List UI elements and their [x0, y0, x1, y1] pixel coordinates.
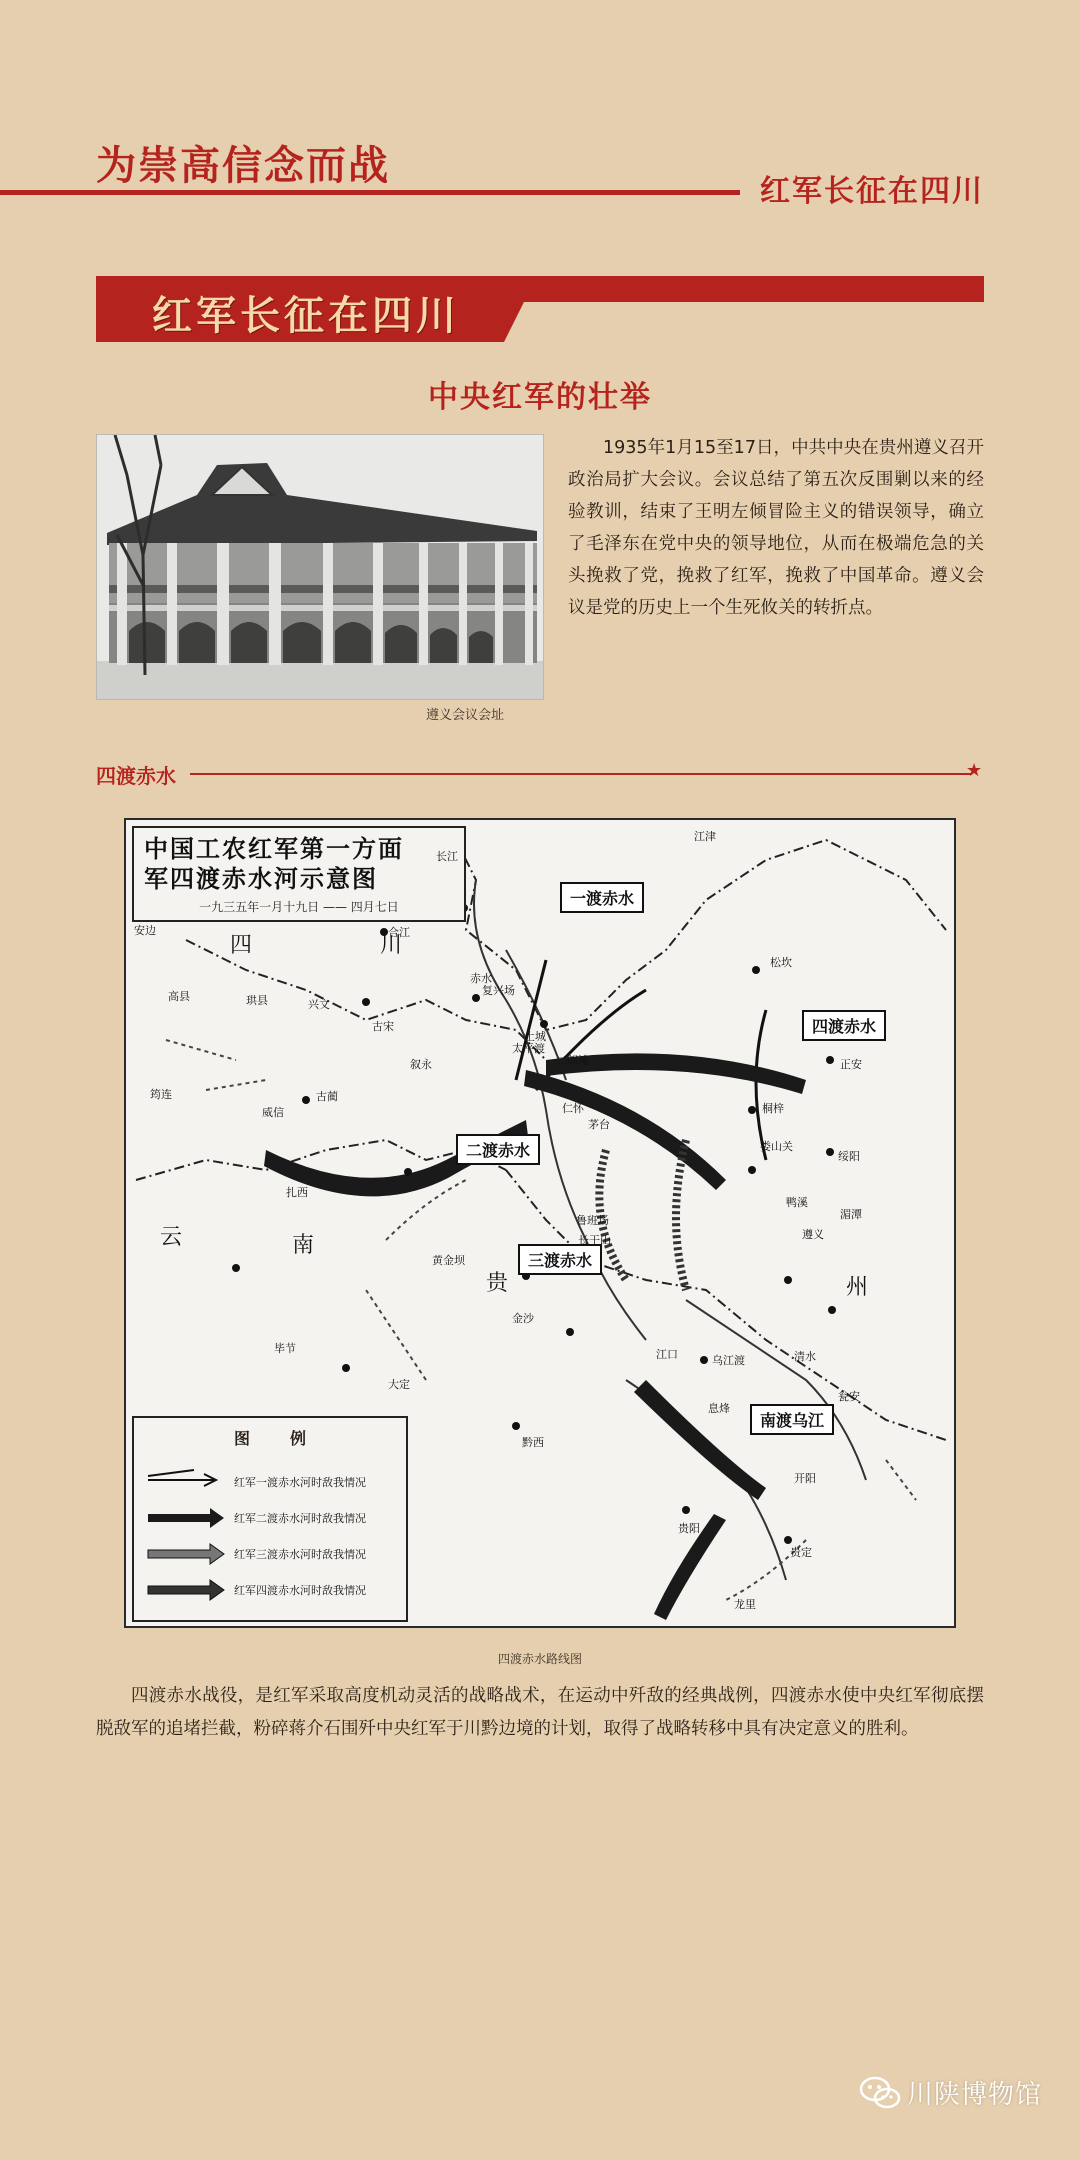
place-label: 珙县	[246, 994, 268, 1007]
region-label: 四	[230, 933, 253, 958]
section-rule	[190, 773, 972, 775]
place-label: 息烽	[708, 1402, 730, 1415]
region-label: 云	[160, 1225, 183, 1250]
place-label: 兴文	[308, 998, 330, 1011]
place-label: 赤水	[470, 972, 492, 985]
map-title-line2: 军四渡赤水河示意图	[144, 864, 378, 893]
place-label: 古宋	[372, 1020, 394, 1033]
place-label: 筠连	[150, 1088, 172, 1101]
watermark	[859, 2074, 1042, 2111]
place-label: 高县	[168, 990, 190, 1003]
place-label: 黔西	[522, 1436, 544, 1449]
place-label: 黄金坝	[432, 1254, 465, 1267]
legend-item: 红军四渡赤水河时敌我情况	[234, 1584, 366, 1597]
region-label: 南	[292, 1233, 315, 1258]
place-label: 二郎滩	[556, 1054, 589, 1067]
star-icon: ★	[966, 760, 983, 781]
place-label: 安边	[134, 924, 156, 937]
place-label: 古蔺	[316, 1090, 338, 1103]
four-crossings-map	[124, 818, 956, 1628]
third-crossing-label: 三渡赤水	[518, 1244, 602, 1275]
legend-title: 图例	[233, 1429, 346, 1448]
place-label: 扎西	[286, 1186, 308, 1199]
place-label: 娄山关	[760, 1140, 793, 1153]
place-label: 毕节	[274, 1342, 296, 1355]
legend-item: 红军二渡赤水河时敌我情况	[234, 1512, 366, 1525]
place-label: 鲁班场	[576, 1214, 609, 1227]
place-label: 鸭溪	[786, 1196, 808, 1209]
place-label: 复兴场	[482, 984, 515, 997]
place-label: 开阳	[794, 1472, 816, 1485]
intro-paragraph: 1935年1月15至17日，中共中央在贵州遵义召开政治局扩大会议。会议总结了第五次反围剿以来的经验教训，结束了王明左倾冒险主义的错误领导，确立了毛泽东在党中央的领导地位，从而在极端危急的关头挽救了党，挽救了红军，挽救了中国革命。遵义会议是党的历史上一个生死攸关的转折点。	[568, 438, 984, 618]
map-legend	[132, 1416, 408, 1622]
map-caption: 四渡赤水路线图	[497, 1652, 582, 1666]
place-label: 松坎	[770, 956, 792, 969]
place-label: 遵义	[802, 1228, 824, 1241]
banner-text: 红军长征在四川	[152, 293, 460, 339]
place-label: 清水	[794, 1350, 816, 1363]
zunyi-site-photo	[96, 434, 544, 700]
section-title: 四渡赤水	[96, 764, 176, 788]
wujiang-crossing-label: 南渡乌江	[750, 1404, 834, 1435]
legend-item: 红军三渡赤水河时敌我情况	[234, 1548, 366, 1561]
place-label: 桐梓	[762, 1102, 784, 1115]
place-label: 茅台	[588, 1118, 610, 1131]
place-label: 长江	[436, 850, 458, 863]
section-banner	[96, 276, 984, 342]
place-label: 贵定	[790, 1546, 812, 1559]
place-label: 合江	[388, 926, 410, 939]
place-label: 江口	[656, 1348, 678, 1361]
place-label: 乌江渡	[712, 1354, 745, 1367]
place-label: 大定	[388, 1378, 410, 1391]
place-label: 仁怀	[562, 1102, 584, 1115]
place-label: 湄潭	[840, 1208, 862, 1221]
first-crossing-label: 一渡赤水	[560, 882, 644, 913]
map-dates: 一九三五年一月十九日 —— 四月七日	[199, 900, 399, 914]
legend-item: 红军一渡赤水河时敌我情况	[234, 1476, 366, 1489]
place-label: 绥阳	[838, 1150, 860, 1163]
header-rule	[0, 190, 740, 195]
wechat-icon	[859, 2075, 901, 2111]
map-title-line1: 中国工农红军第一方面	[144, 834, 404, 863]
place-label: 长干山	[578, 1234, 611, 1247]
header-title: 为崇高信念而战	[96, 142, 390, 189]
fourth-crossing-label: 四渡赤水	[802, 1010, 886, 1041]
map-title-box	[132, 826, 466, 922]
place-label: 龙里	[734, 1598, 756, 1611]
subtitle: 中央红军的壮举	[428, 380, 652, 415]
region-label: 贵	[486, 1271, 509, 1296]
region-label: 州	[846, 1275, 869, 1300]
place-label: 正安	[840, 1058, 862, 1071]
body-paragraph: 四渡赤水战役，是红军采取高度机动灵活的战略战术，在运动中歼敌的经典战例，四渡赤水使中央红军彻底摆脱敌军的追堵拦截，粉碎蒋介石围歼中央红军于川黔边境的计划，取得了战略转移中具有决定意义的胜利。	[96, 1686, 984, 1739]
header-section-title: 红军长征在四川	[760, 174, 984, 209]
place-label: 太平渡	[512, 1042, 545, 1055]
second-crossing-label: 二渡赤水	[456, 1134, 540, 1165]
place-label: 贵阳	[678, 1522, 700, 1535]
place-label: 土城	[524, 1030, 546, 1043]
region-label: 川	[380, 933, 403, 958]
place-label: 瓮安	[838, 1390, 860, 1403]
place-label: 江津	[694, 830, 716, 843]
photo-caption: 遵义会议会址	[425, 708, 504, 723]
watermark-text: 川陕博物馆	[906, 2080, 1042, 2110]
place-label: 金沙	[512, 1312, 534, 1325]
place-label: 叙永	[410, 1058, 432, 1071]
place-label: 威信	[262, 1106, 284, 1119]
